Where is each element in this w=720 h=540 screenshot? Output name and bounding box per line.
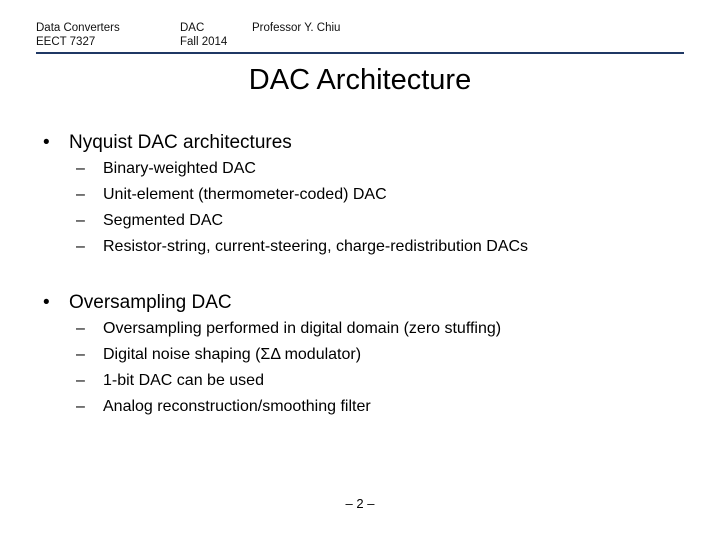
list-item-text: 1-bit DAC can be used xyxy=(103,372,264,389)
section-heading-text: Oversampling DAC xyxy=(69,292,232,313)
dash-marker: – xyxy=(76,398,85,415)
section-heading xyxy=(43,131,292,155)
dash-marker: – xyxy=(76,186,85,203)
header-instructor: Professor Y. Chiu xyxy=(252,22,341,34)
header-divider xyxy=(36,52,684,54)
list-item xyxy=(76,156,528,182)
topic-name: DAC xyxy=(180,22,205,34)
slide-title: DAC Architecture xyxy=(248,64,472,96)
list-item xyxy=(76,368,501,394)
section-heading xyxy=(43,291,232,315)
course-code: EECT 7327 xyxy=(36,36,96,48)
list-item-text: Digital noise shaping (ΣΔ modulator) xyxy=(103,346,362,363)
list-item xyxy=(76,208,528,234)
dash-marker: – xyxy=(76,212,85,229)
page-number: – 2 – xyxy=(345,496,375,511)
sub-bullet-list xyxy=(76,316,501,420)
dash-marker: – xyxy=(76,372,85,389)
dash-marker: – xyxy=(76,320,85,337)
section-heading-text: Nyquist DAC architectures xyxy=(69,132,292,153)
dash-marker: – xyxy=(76,346,85,363)
header-topic xyxy=(180,21,227,49)
list-item xyxy=(76,394,501,420)
list-item-text: Analog reconstruction/smoothing filter xyxy=(103,398,371,415)
bullet-marker: • xyxy=(43,292,50,313)
header-course xyxy=(36,21,120,49)
list-item xyxy=(76,182,528,208)
list-item-text: Segmented DAC xyxy=(103,212,224,229)
bullet-marker: • xyxy=(43,132,50,153)
list-item xyxy=(76,342,501,368)
dash-marker: – xyxy=(76,238,85,255)
list-item-text: Oversampling performed in digital domain (zero stuffing) xyxy=(103,320,502,337)
dash-marker: – xyxy=(76,160,85,177)
list-item xyxy=(76,234,528,260)
list-item-text: Resistor-string, current-steering, charge-redistribution DACs xyxy=(103,238,529,255)
list-item-text: Binary-weighted DAC xyxy=(103,160,256,177)
term: Fall 2014 xyxy=(180,36,228,48)
list-item xyxy=(76,316,501,342)
sub-bullet-list xyxy=(76,156,528,260)
list-item-text: Unit-element (thermometer-coded) DAC xyxy=(103,186,387,203)
course-name: Data Converters xyxy=(36,22,120,34)
